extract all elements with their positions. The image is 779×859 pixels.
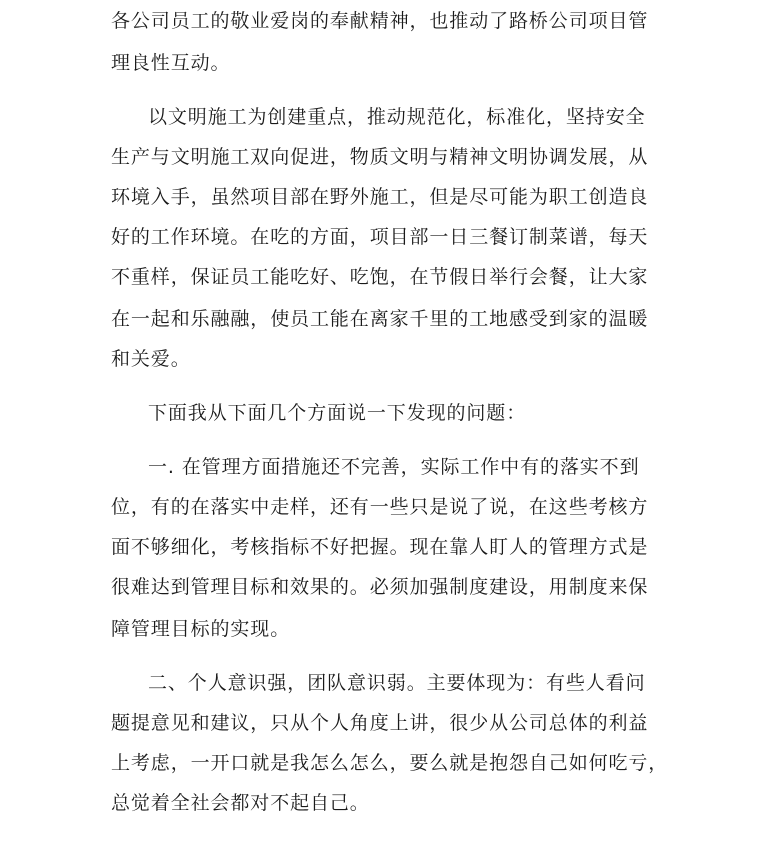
paragraph-2-line-5: 不重样，保证员工能吃好、吃饱，在节假日举行会餐，让大家 [111,266,649,288]
paragraph-2-line-3: 环境入手，虽然项目部在野外施工，但是尽可能为职工创造良 [111,186,649,208]
paragraph-2-line-2: 生产与文明施工双向促进，物质文明与精神文明协调发展，从 [111,146,649,168]
paragraph-1-line-2: 理良性互动。 [111,52,231,74]
paragraph-5-line-4: 总觉着全社会都对不起自己。 [111,792,370,814]
paragraph-5-line-1: 二、个人意识强，团队意识弱。主要体现为：有些人看问 [148,672,646,694]
paragraph-5-line-3: 上考虑，一开口就是我怎么怎么，要么就是抱怨自己如何吃亏， [111,752,669,774]
paragraph-4-line-5: 障管理目标的实现。 [111,618,291,640]
paragraph-5-line-2: 题提意见和建议，只从个人角度上讲，很少从公司总体的利益 [111,712,649,734]
paragraph-4-line-2: 位，有的在落实中走样，还有一些只是说了说，在这些考核方 [111,496,649,518]
paragraph-2-line-1: 以文明施工为创建重点，推动规范化，标准化，坚持安全 [148,106,646,128]
paragraph-2-line-6: 在一起和乐融融，使员工能在离家千里的工地感受到家的温暖 [111,308,649,330]
paragraph-4-line-1: 一. 在管理方面措施还不完善，实际工作中有的落实不到 [148,456,640,478]
paragraph-4-line-3: 面不够细化，考核指标不好把握。现在靠人盯人的管理方式是 [111,536,649,558]
paragraph-1-line-1: 各公司员工的敬业爱岗的奉献精神，也推动了路桥公司项目管 [111,10,649,32]
paragraph-2-line-7: 和关爱。 [111,348,191,370]
paragraph-4-line-4: 很难达到管理目标和效果的。必须加强制度建设，用制度来保 [111,576,649,598]
paragraph-2-line-4: 好的工作环境。在吃的方面，项目部一日三餐订制菜谱，每天 [111,226,649,248]
paragraph-3-line-1: 下面我从下面几个方面说一下发现的问题： [148,402,527,424]
